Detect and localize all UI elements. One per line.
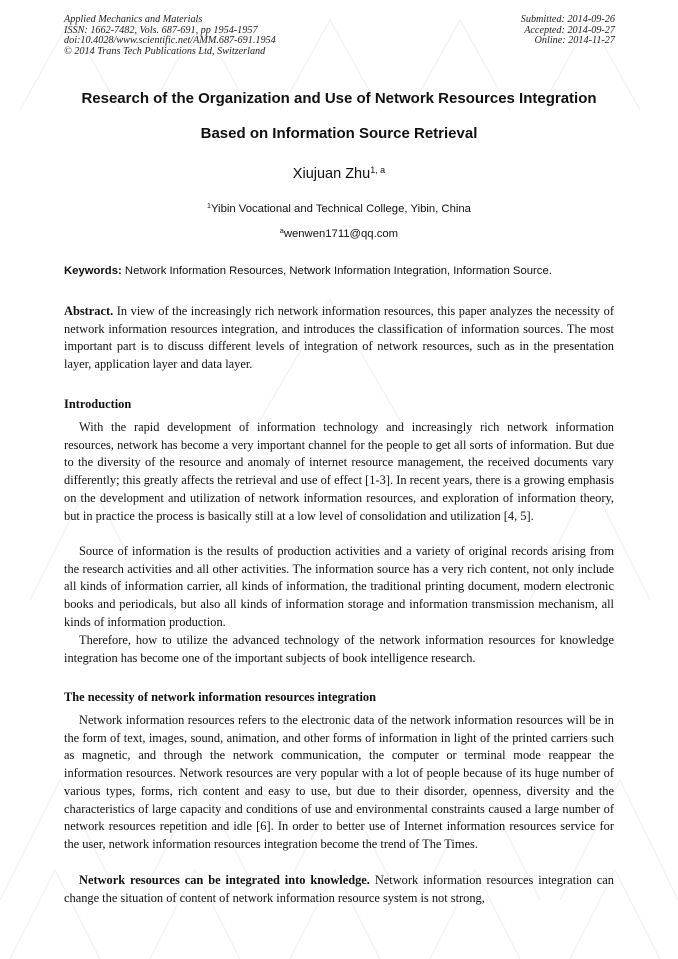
email-superscript: a xyxy=(279,228,284,236)
online-date: Online: 2014-11-27 xyxy=(534,35,615,47)
necessity-paragraph-2-lead: Network resources can be integrated into knowledge. xyxy=(79,873,370,887)
accepted-date: Accepted: 2014-09-27 xyxy=(524,24,615,36)
affiliation xyxy=(60,203,618,215)
abstract-text: In view of the increasingly rich network information resources, this paper analyzes the necessity of network information resources integration, and introduces the classification of information sources. The most important part is to discuss different levels of integration of network resources, such as in the presentation layer, application layer and data layer. xyxy=(64,304,614,372)
intro-paragraph-1: With the rapid development of information technology and increasingly rich network information resources, network has become a very important channel for the people to get all sorts of information. But due to the diversity of the resource and anomaly of internet resource management, the received documents vary differently; this greatly affects the retrieval and use of effect [1-3]. In recent years, there is a growing emphasis on the development and utilization of network information resources, and exploration of information theory, but in practice the process is basically still at a low level of consolidation and utilization [4, 5]. xyxy=(64,420,614,523)
journal-name: Applied Mechanics and Materials xyxy=(64,14,203,25)
section-heading-necessity: The necessity of network information resources integration xyxy=(64,690,377,704)
intro-paragraph-2: Source of information is the results of production activities and a variety of original records arising from the research activities and all other activities. The information source has a very rich content, not only include all kinds of information carrier, all kinds of information, the traditional printing document, modern electronic books and periodicals, but also all kinds of information storage and information transmission mechanism, all kinds of information production. xyxy=(64,544,614,629)
author-name: Xiujuan Zhu xyxy=(292,166,371,182)
affiliation-text: Yibin Vocational and Technical College, Yibin, China xyxy=(210,203,471,215)
abstract xyxy=(64,303,614,374)
keywords-text: Network Information Resources, Network Information Integration, Information Source. xyxy=(124,265,552,277)
abstract-label: Abstract. xyxy=(64,304,114,318)
keywords xyxy=(64,264,624,278)
journal-info xyxy=(64,15,276,57)
doi-line: doi:10.4028/www.scientific.net/AMM.687-691.1954 xyxy=(64,35,276,47)
author-superscript: 1, a xyxy=(370,165,386,176)
email xyxy=(60,228,618,240)
section-heading-introduction: Introduction xyxy=(64,397,132,411)
paper-title-line-2: Based on Information Source Retrieval xyxy=(200,125,478,142)
paper-title-line-1: Research of the Organization and Use of Network Resources Integration xyxy=(81,90,597,107)
affiliation-superscript: 1 xyxy=(207,203,211,211)
necessity-paragraph-2-text: Network information resources integration can change the situation of content of network information resource system is not strong, xyxy=(64,873,615,905)
keywords-label: Keywords: xyxy=(64,265,122,277)
email-address: wenwen1711@qq.com xyxy=(283,228,399,240)
necessity-paragraph-2 xyxy=(64,872,614,907)
submitted-date: Submitted: 2014-09-26 xyxy=(520,14,615,25)
issn-line: ISSN: 1662-7482, Vols. 687-691, pp 1954-1957 xyxy=(64,24,258,36)
dates-info xyxy=(521,15,615,47)
intro-paragraph-3: Therefore, how to utilize the advanced technology of the network information resources for knowledge integration has become one of the important subjects of book intelligence research. xyxy=(64,633,614,665)
author xyxy=(60,166,618,182)
necessity-paragraph-1: Network information resources refers to the electronic data of the network information resources will be in the form of text, images, sound, animation, and other forms of information in light of the printed carriers such as magnetic, and through the network communication, the computer or terminal mode reappear the information resources. Network resources are very popular with a lot of people because of its huge number of various types, forms, rich content and easy to use, but due to their disorder, openness, diversity and the characteristics of large capacity and conditions of use and environmental constraints caused a large number of network resources repetition and idle [6]. In order to better use of Internet information resources service for the user, network information resources integration become the trend of The Times. xyxy=(64,713,614,851)
copyright-line: © 2014 Trans Tech Publications Ltd, Switzerland xyxy=(64,45,266,57)
